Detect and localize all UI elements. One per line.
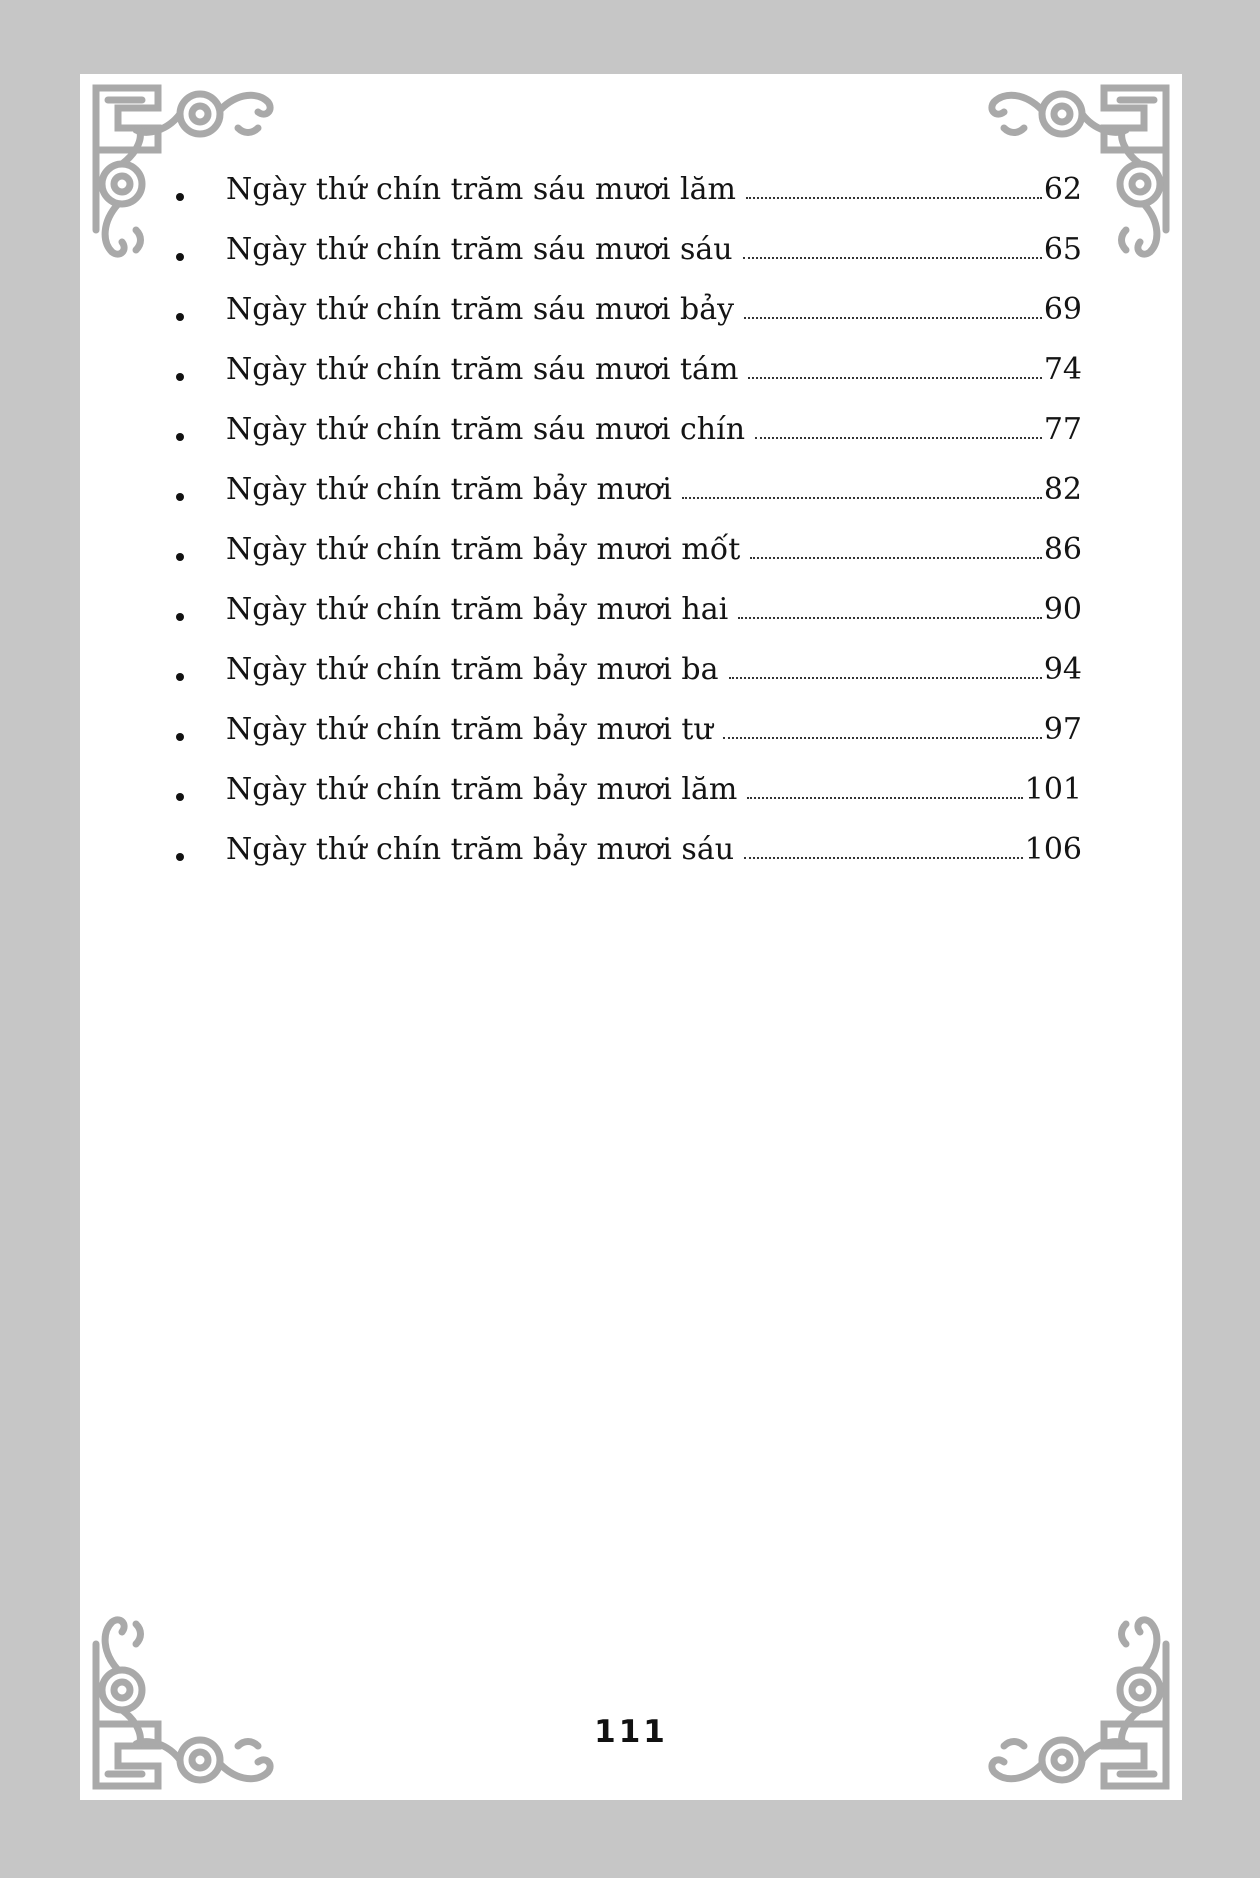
toc-entry-page: 74: [1043, 352, 1082, 387]
table-of-contents: [176, 164, 1082, 884]
bullet-icon: [176, 373, 184, 381]
toc-entry-page: 77: [1043, 412, 1082, 447]
toc-entry-page: 86: [1043, 532, 1082, 567]
toc-entry[interactable]: [176, 164, 1082, 224]
toc-entry-title: Ngày thứ chín trăm bảy mươi ba: [226, 652, 719, 687]
toc-entry[interactable]: [176, 704, 1082, 764]
toc-entry-page: 90: [1043, 592, 1082, 627]
toc-entry-title: Ngày thứ chín trăm bảy mươi lăm: [226, 772, 738, 807]
toc-entry-title: Ngày thứ chín trăm bảy mươi tư: [226, 712, 713, 747]
bullet-icon: [176, 673, 184, 681]
toc-entry-page: 65: [1043, 232, 1082, 267]
dot-leader: [747, 797, 1022, 799]
dot-leader: [682, 497, 1042, 499]
bullet-icon: [176, 493, 184, 501]
toc-entry-title: Ngày thứ chín trăm sáu mươi bảy: [226, 292, 735, 327]
toc-entry[interactable]: [176, 824, 1082, 884]
bullet-icon: [176, 733, 184, 741]
page-number: 111: [594, 1714, 668, 1750]
dot-leader: [744, 857, 1023, 859]
toc-entry[interactable]: [176, 284, 1082, 344]
toc-entry-page: 97: [1043, 712, 1082, 747]
toc-entry-page: 62: [1043, 172, 1082, 207]
toc-entry-title: Ngày thứ chín trăm sáu mươi chín: [226, 412, 746, 447]
dot-leader: [750, 557, 1042, 559]
toc-entry-title: Ngày thứ chín trăm bảy mươi hai: [226, 592, 729, 627]
dot-leader: [748, 377, 1041, 379]
toc-entry-title: Ngày thứ chín trăm sáu mươi lăm: [226, 172, 736, 207]
bullet-icon: [176, 253, 184, 261]
dot-leader: [744, 317, 1042, 319]
bullet-icon: [176, 793, 184, 801]
toc-entry[interactable]: [176, 224, 1082, 284]
toc-entry[interactable]: [176, 404, 1082, 464]
dot-leader: [755, 437, 1042, 439]
bullet-icon: [176, 613, 184, 621]
bullet-icon: [176, 193, 184, 201]
toc-entry-page: 69: [1043, 292, 1082, 327]
toc-entry-page: 82: [1043, 472, 1082, 507]
dot-leader: [738, 617, 1042, 619]
toc-entry-title: Ngày thứ chín trăm bảy mươi: [226, 472, 672, 507]
toc-entry[interactable]: [176, 344, 1082, 404]
toc-entry[interactable]: [176, 644, 1082, 704]
toc-entry-title: Ngày thứ chín trăm bảy mươi sáu: [226, 832, 735, 867]
toc-entry-title: Ngày thứ chín trăm sáu mươi tám: [226, 352, 739, 387]
toc-entry-page: 101: [1024, 772, 1082, 807]
corner-ornament-bottom-left: [88, 1604, 288, 1794]
toc-entry[interactable]: [176, 584, 1082, 644]
toc-entry[interactable]: [176, 464, 1082, 524]
document-page: [80, 74, 1182, 1800]
toc-entry-title: Ngày thứ chín trăm bảy mươi mốt: [226, 532, 741, 567]
bullet-icon: [176, 313, 184, 321]
toc-entry[interactable]: [176, 524, 1082, 584]
toc-entry[interactable]: [176, 764, 1082, 824]
toc-entry-page: 106: [1024, 832, 1082, 867]
toc-entry-title: Ngày thứ chín trăm sáu mươi sáu: [226, 232, 733, 267]
corner-ornament-bottom-right: [974, 1604, 1174, 1794]
dot-leader: [743, 257, 1042, 259]
dot-leader: [746, 197, 1042, 199]
bullet-icon: [176, 853, 184, 861]
dot-leader: [729, 677, 1042, 679]
bullet-icon: [176, 433, 184, 441]
dot-leader: [723, 737, 1042, 739]
toc-entry-page: 94: [1043, 652, 1082, 687]
bullet-icon: [176, 553, 184, 561]
